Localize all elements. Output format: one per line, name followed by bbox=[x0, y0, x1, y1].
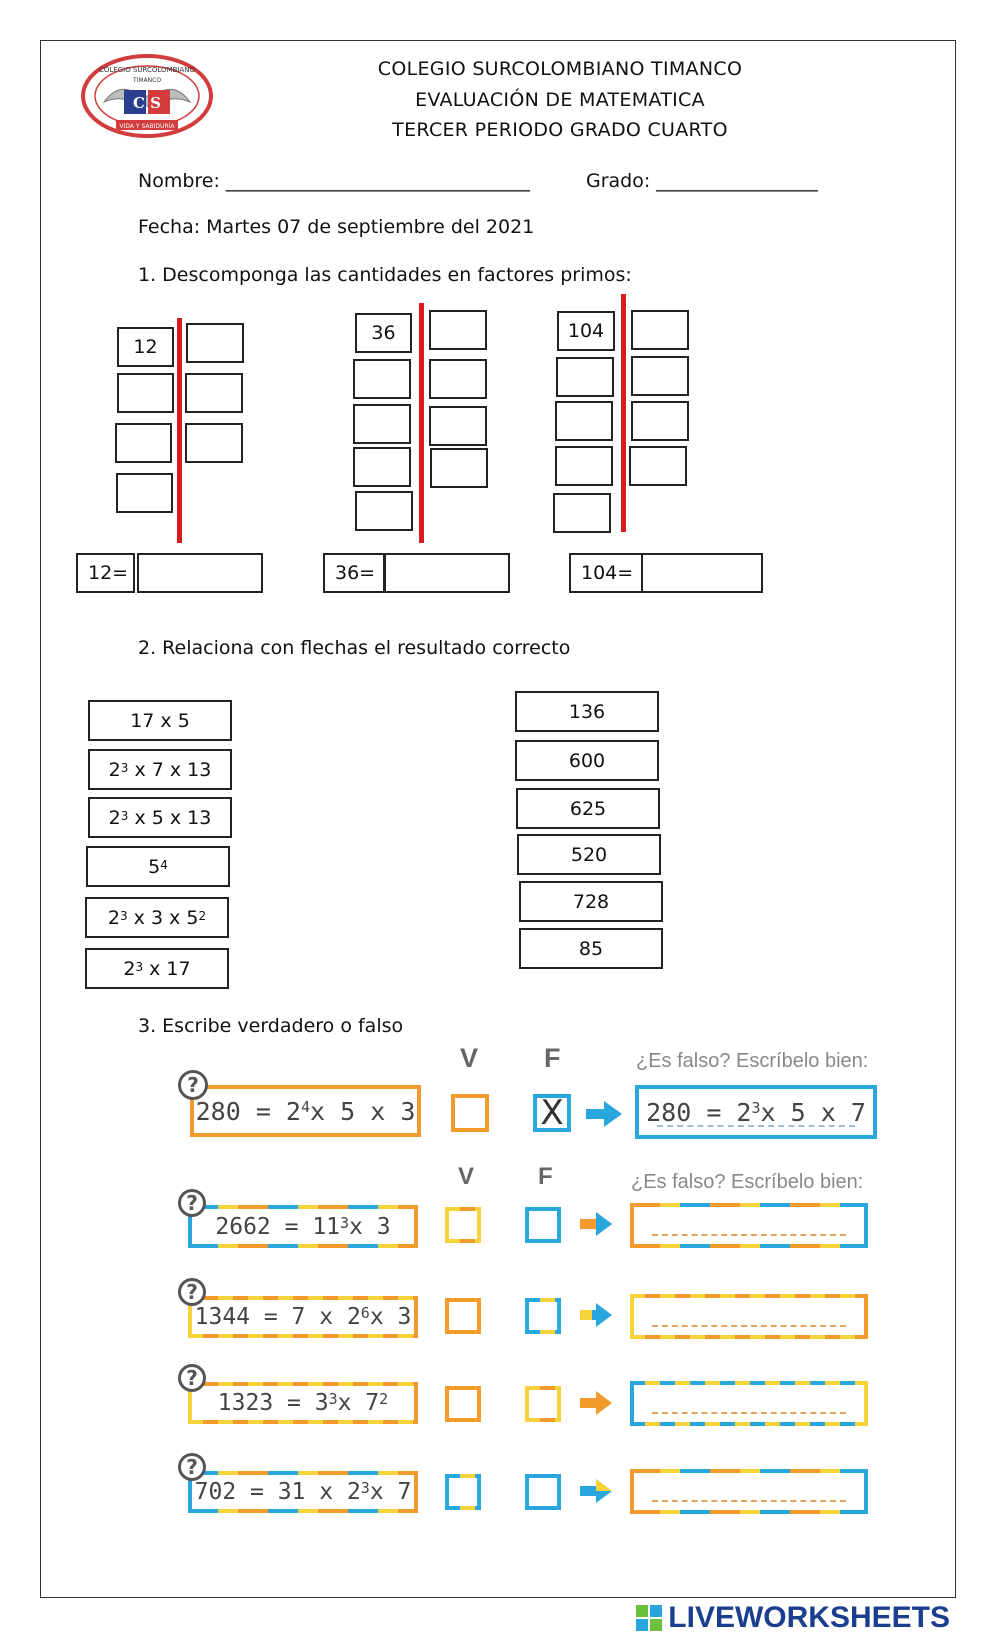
q1-factor-input[interactable] bbox=[429, 359, 487, 399]
f-checkbox-row-4[interactable] bbox=[525, 1474, 561, 1510]
example-f-checkbox[interactable]: X bbox=[533, 1094, 571, 1132]
correction-input-row-2[interactable] bbox=[630, 1294, 868, 1339]
divider-line-104 bbox=[621, 294, 626, 532]
q1-result-input-36[interactable] bbox=[384, 553, 510, 593]
arrow-icon bbox=[580, 1479, 612, 1503]
q3-title: 3. Escribe verdadero o falso bbox=[138, 1015, 404, 1037]
q2-left-item[interactable]: 17 x 5 bbox=[88, 700, 232, 741]
q1-quotient-input[interactable] bbox=[117, 373, 174, 413]
q1-result-input-104[interactable] bbox=[641, 553, 763, 593]
q1-quotient-input[interactable] bbox=[116, 473, 173, 513]
v-checkbox-row-3[interactable] bbox=[445, 1386, 481, 1422]
q1-factor-input[interactable] bbox=[430, 448, 488, 488]
logo-top-text: COLEGIO SURCOLOMBIANO bbox=[98, 66, 196, 74]
exam-title: EVALUACIÓN DE MATEMATICA bbox=[415, 89, 705, 111]
example-equation: 280 = 2 $^4$ x 5 x 3 bbox=[190, 1085, 421, 1137]
f-label: F bbox=[538, 1163, 553, 1190]
q1-factor-input[interactable] bbox=[629, 446, 687, 486]
question-icon: ? bbox=[178, 1189, 206, 1217]
logo-mid-text: TIMANCO bbox=[132, 77, 162, 84]
q1-title: 1. Descomponga las cantidades en factores primos: bbox=[138, 264, 632, 286]
arrow-icon bbox=[586, 1101, 622, 1127]
q1-quotient-input[interactable] bbox=[553, 493, 611, 533]
q2-right-item[interactable]: 625 bbox=[516, 788, 660, 829]
q1-factor-input[interactable] bbox=[631, 310, 689, 350]
q1-factor-input[interactable] bbox=[429, 310, 487, 350]
q1-factor-input[interactable] bbox=[186, 323, 244, 363]
q1-number-104: 104 bbox=[557, 311, 615, 351]
question-icon: ? bbox=[178, 1278, 206, 1306]
q2-left-item[interactable]: 2 $^3$ x 7 x 13 bbox=[88, 749, 232, 790]
correction-input-row-4[interactable] bbox=[630, 1469, 868, 1514]
divider-line-12 bbox=[177, 318, 182, 543]
q1-number-36: 36 bbox=[355, 313, 412, 353]
v-checkbox-row-4[interactable] bbox=[445, 1474, 481, 1510]
liveworksheets-logo-icon bbox=[636, 1605, 662, 1631]
period-title: TERCER PERIODO GRADO CUARTO bbox=[392, 119, 728, 141]
v-checkbox-row-2[interactable] bbox=[445, 1298, 481, 1334]
correction-input-row-1[interactable] bbox=[630, 1203, 868, 1248]
correction-prompt: ¿Es falso? Escríbelo bien: bbox=[636, 1050, 869, 1072]
equation-row-2: 1344 = 7 x 2 $^6$ x 3 bbox=[188, 1296, 418, 1338]
footer-brand-text: LIVEWORKSHEETS bbox=[668, 1601, 950, 1634]
q1-result-label-12: 12= bbox=[76, 553, 135, 593]
f-checkbox-row-2[interactable] bbox=[525, 1298, 561, 1334]
logo-bottom-text: VIDA Y SABIDURÍA bbox=[119, 123, 175, 130]
question-icon: ? bbox=[178, 1453, 206, 1481]
name-field[interactable]: Nombre: ________________________________ bbox=[138, 170, 530, 192]
q2-title: 2. Relaciona con flechas el resultado correcto bbox=[138, 637, 571, 659]
example-correction: 280 = 2 $^3$ x 5 x 7 bbox=[635, 1085, 877, 1139]
q1-factor-input[interactable] bbox=[185, 423, 243, 463]
equation-row-4: 702 = 31 x 2 $^3$ x 7 bbox=[188, 1471, 418, 1513]
q1-result-label-104: 104= bbox=[569, 553, 643, 593]
correction-prompt: ¿Es falso? Escríbelo bien: bbox=[631, 1171, 864, 1193]
f-checkbox-row-1[interactable] bbox=[525, 1207, 561, 1243]
equation-row-3: 1323 = 3 $^3$ x 7 $^2$ bbox=[188, 1382, 418, 1424]
arrow-icon bbox=[580, 1212, 612, 1236]
logo-initials: C S bbox=[133, 94, 161, 112]
q1-quotient-input[interactable] bbox=[555, 446, 613, 486]
school-name: COLEGIO SURCOLOMBIANO TIMANCO bbox=[377, 58, 743, 80]
q2-left-item[interactable]: 5 $^4$ bbox=[86, 846, 230, 887]
q2-right-item[interactable]: 728 bbox=[519, 881, 663, 922]
q1-factor-input[interactable] bbox=[185, 373, 243, 413]
school-logo bbox=[80, 52, 214, 140]
f-checkbox-row-3[interactable] bbox=[525, 1386, 561, 1422]
q1-factor-input[interactable] bbox=[631, 356, 689, 396]
q2-left-item[interactable]: 2 $^3$ x 5 x 13 bbox=[88, 797, 232, 838]
v-label: V bbox=[460, 1043, 479, 1073]
grade-field[interactable]: Grado: _________________ bbox=[586, 170, 818, 192]
q1-factor-input[interactable] bbox=[631, 401, 689, 441]
q2-left-item[interactable]: 2 $^3$ x 17 bbox=[85, 948, 229, 989]
example-v-checkbox[interactable] bbox=[451, 1094, 489, 1132]
q1-quotient-input[interactable] bbox=[353, 447, 411, 487]
q1-quotient-input[interactable] bbox=[353, 359, 411, 399]
correction-input-row-3[interactable] bbox=[630, 1381, 868, 1426]
q2-right-item[interactable]: 600 bbox=[515, 740, 659, 781]
q2-right-item[interactable]: 136 bbox=[515, 691, 659, 732]
q1-quotient-input[interactable] bbox=[355, 491, 413, 531]
question-icon: ? bbox=[178, 1364, 206, 1392]
date-label: Fecha: Martes 07 de septiembre del 2021 bbox=[138, 216, 535, 238]
v-label: V bbox=[458, 1163, 475, 1190]
q1-quotient-input[interactable] bbox=[555, 401, 613, 441]
v-checkbox-row-1[interactable] bbox=[445, 1207, 481, 1243]
q1-result-input-12[interactable] bbox=[137, 553, 263, 593]
divider-line-36 bbox=[419, 303, 424, 543]
q2-right-item[interactable]: 85 bbox=[519, 928, 663, 969]
equation-row-1: 2662 = 11 $^3$ x 3 bbox=[188, 1205, 418, 1248]
q1-number-12: 12 bbox=[117, 327, 174, 367]
q1-quotient-input[interactable] bbox=[556, 357, 614, 397]
footer-brand bbox=[636, 1601, 950, 1635]
q1-factor-input[interactable] bbox=[429, 406, 487, 446]
q1-quotient-input[interactable] bbox=[115, 423, 172, 463]
q2-left-item[interactable]: 2 $^3$ x 3 x 5 $^2$ bbox=[85, 897, 229, 938]
arrow-icon bbox=[580, 1391, 612, 1415]
q1-result-label-36: 36= bbox=[323, 553, 385, 593]
arrow-icon bbox=[580, 1303, 612, 1327]
q2-right-item[interactable]: 520 bbox=[517, 834, 661, 875]
question-icon: ? bbox=[178, 1070, 208, 1100]
q1-quotient-input[interactable] bbox=[353, 404, 411, 444]
f-label: F bbox=[544, 1043, 561, 1073]
